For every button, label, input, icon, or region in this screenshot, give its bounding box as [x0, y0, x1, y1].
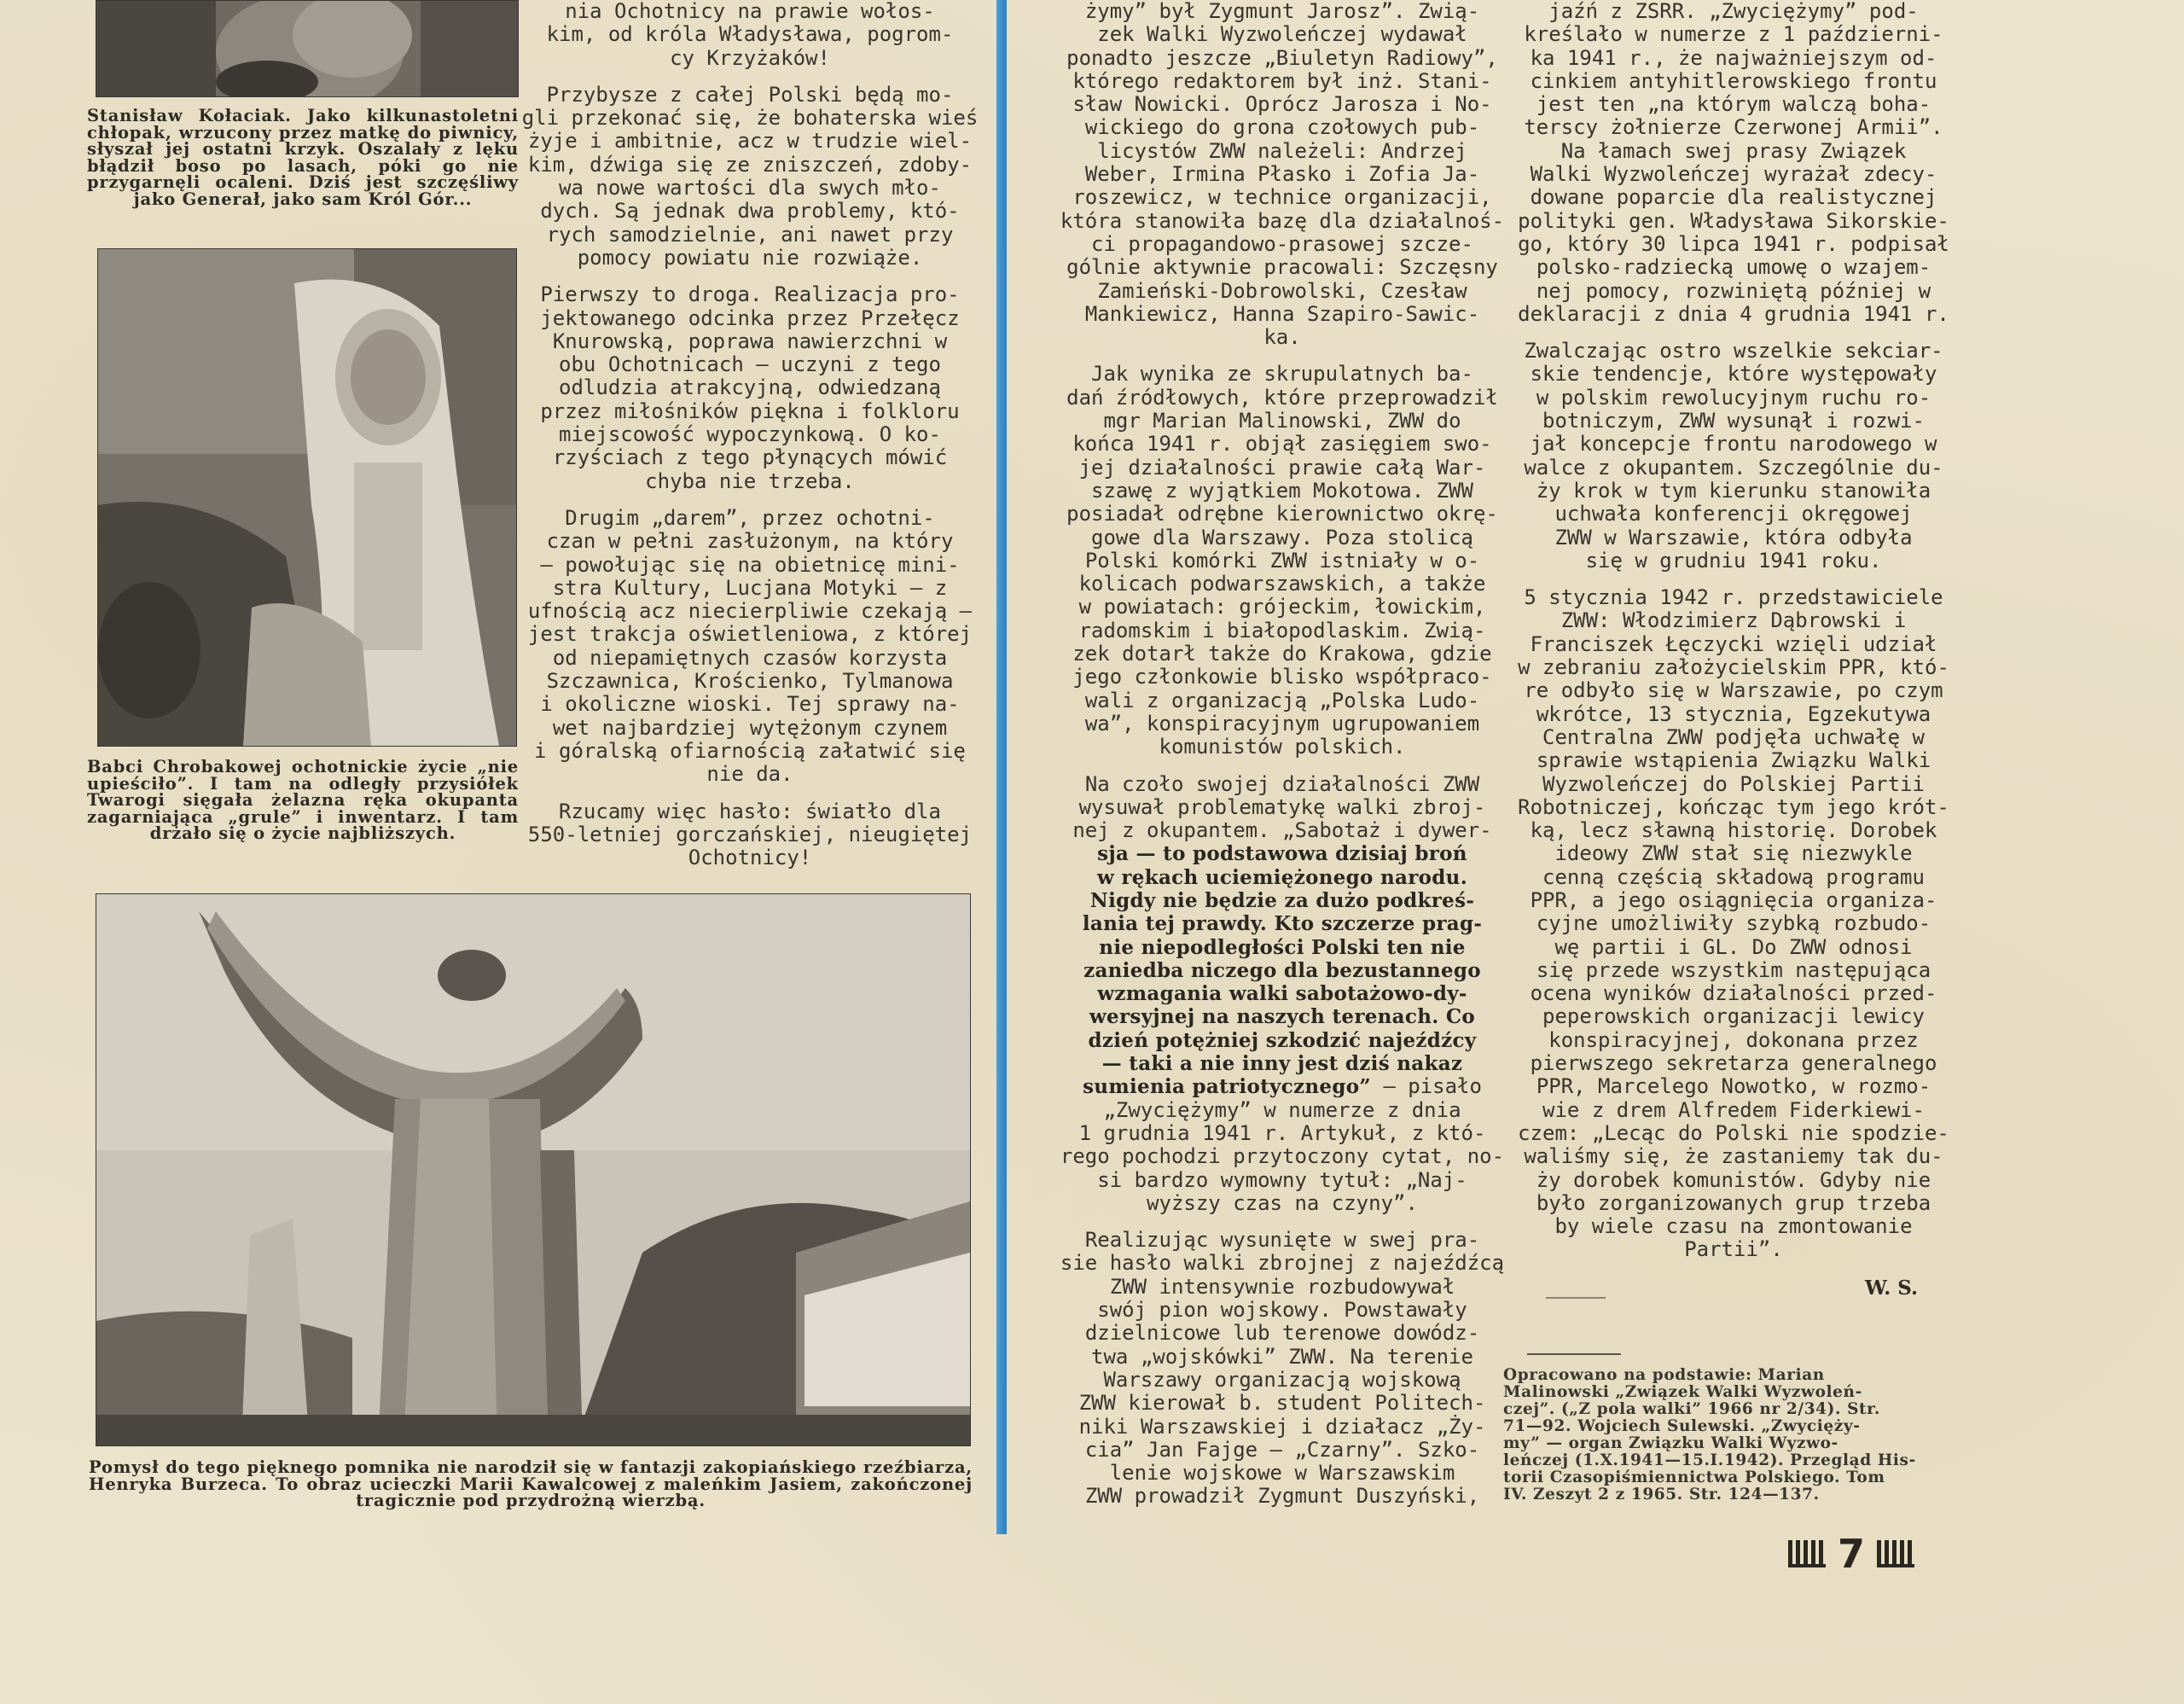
text-line: w rękach uciemiężonego narodu.	[1096, 865, 1468, 889]
text-line: wa”, konspiracyjnym ugrupowaniem	[1084, 711, 1480, 736]
text-line: uchwała konferencji okręgowej	[1554, 502, 1913, 526]
signature: W. S.	[1865, 1277, 1919, 1300]
text-line: ideowy ZWW stał się niezwykle	[1554, 841, 1913, 866]
text-line: Szczawnica, Krościenko, Tylmanowa	[546, 669, 954, 694]
paragraph	[519, 800, 981, 870]
text-line: lenie wojskowe w Warszawskim	[1109, 1461, 1455, 1486]
text-line: czem: „Lecąc do Polski nie spodzie-	[1518, 1120, 1949, 1145]
page-number: 7	[1838, 1531, 1866, 1577]
paragraph-gap	[1051, 1215, 1513, 1229]
text-line: wet najbardziej wytężonym czynem	[552, 715, 948, 740]
text-line: ZWW prowadził Zygmunt Duszyński,	[1084, 1484, 1480, 1509]
page-bars-left-icon	[1788, 1540, 1826, 1567]
text-line: dzielnicowe lub terenowe dowódz-	[1084, 1321, 1480, 1346]
text-line: skie tendencje, które występowały	[1530, 362, 1937, 387]
caption-pomnik: Pomysł do tego pięknego pomnika nie narodził się w fantazji zakopiańskiego rzeźbiarza, Henryka Burzeca. To obraz ucieczki Marii Kawalcowej z maleńkim Jasiem, zakończonej tragicznie pod przydrożną wierzbą.	[89, 1457, 973, 1510]
text-line: odludzia atrakcyjną, odwiedzaną	[559, 375, 941, 400]
text-line: która stanowiła bazę dla działalnoś-	[1060, 208, 1505, 233]
text-line: czan w pełni zasłużonym, na który	[546, 529, 954, 554]
text-line: PPR, Marcelego Nowotko, w rozmo-	[1536, 1074, 1931, 1099]
text-line: ży dorobek komunistów. Gdyby nie	[1536, 1167, 1931, 1192]
text-line: w powiatach: grójeckim, łowickim,	[1078, 595, 1486, 619]
text-line: stra Kultury, Lucjana Motyki — z	[552, 575, 948, 600]
text-line: Zamieński-Dobrowolski, Czesław	[1097, 278, 1467, 303]
text-line: ZWW: Włodzimierz Dąbrowski i	[1560, 608, 1907, 633]
text-line: i okoliczne wioski. Tej sprawy na-	[540, 692, 960, 717]
text-line: sja — to podstawowa dzisiaj broń	[1097, 842, 1467, 866]
text-line: wali z organizacją „Polska Ludo-	[1084, 688, 1480, 712]
text-line: leńczej (1.X.1941—15.I.1942). Przegląd His-	[1503, 1451, 1916, 1469]
photo-pomnik	[96, 893, 971, 1446]
text-line: Knurowską, poprawa nawierzchni w	[552, 329, 948, 353]
text-line: rych samodzielnie, ani nawet przy	[546, 222, 954, 247]
text-line: gólnie aktywnie pracowali: Szczęsny	[1066, 255, 1498, 280]
text-line: jał koncepcje frontu narodowego w	[1530, 432, 1937, 457]
text-line: Jak wynika ze skrupulatnych ba-	[1091, 362, 1473, 387]
text-line: ka 1941 r., że najważniejszym od-	[1530, 45, 1937, 70]
text-line: ZWW intensywnie rozbudowywał	[1109, 1274, 1455, 1299]
text-line: Polski komórki ZWW istniały w o-	[1084, 548, 1480, 573]
text-line: sie hasło walki zbrojnej z najeźdźcą	[1060, 1251, 1505, 1276]
text-line: Malinowski „Związek Walki Wyzwoleń-	[1503, 1383, 1862, 1401]
text-line: re odbyło się w Warszawie, po czym	[1524, 678, 1943, 703]
text-line: twa „wojskówki” ZWW. Na terenie	[1091, 1344, 1473, 1369]
text-line: Franciszek Łęczycki wzięli udział	[1530, 631, 1937, 656]
text-line: dych. Są jednak dwa problemy, któ-	[540, 199, 960, 224]
text-line: roszewicz, w technice organizacji,	[1072, 185, 1492, 210]
col3-body	[1517, 0, 1950, 1262]
column-1	[519, 0, 981, 869]
text-line: cy Krzyżaków!	[670, 45, 830, 70]
text-line: od niepamiętnych czasów korzysta	[552, 645, 948, 670]
text-line: Centralna ZWW podjęła uchwałę w	[1542, 724, 1925, 749]
text-line: ponadto jeszcze „Biuletyn Radiowy”,	[1066, 45, 1498, 70]
text-line: licystów ZWW należeli: Andrzej	[1097, 138, 1467, 163]
text-line: wę partii i GL. Do ZWW odnosi	[1554, 934, 1913, 959]
text-line: miejscowość wypoczynkową. O ko-	[559, 422, 941, 447]
text-line: w polskim rewolucyjnym ruchu ro-	[1536, 385, 1931, 410]
text-line: kolicach podwarszawskich, a także	[1078, 572, 1486, 596]
text-line: jaźń z ZSRR. „Zwyciężymy” pod-	[1548, 0, 1919, 23]
text-line: Robotniczej, kończąc tym jego krót-	[1518, 794, 1949, 819]
text-line: było zorganizowanych grup trzeba	[1536, 1190, 1931, 1215]
text-line: polityki gen. Władysława Sikorskie-	[1518, 208, 1949, 233]
text-line: Nigdy nie będzie za dużo podkreś-	[1089, 888, 1475, 912]
text-line: ci propagandowo-prasowej szcze-	[1091, 231, 1473, 256]
text-line: lania tej prawdy. Kto szczerze prag-	[1082, 912, 1483, 936]
text-line: ZWW w Warszawie, która odbyła	[1554, 525, 1913, 550]
text-line: 71—92. Wojciech Sulewski. „Zwycięży-	[1503, 1417, 1861, 1435]
bold-quote-end: sumienia patriotycznego”	[1083, 1075, 1371, 1099]
text-line: si bardzo wymowny tytuł: „Naj-	[1097, 1167, 1467, 1192]
photo-kolaciak	[96, 0, 519, 97]
text-line: sprawie wstąpienia Związku Walki	[1536, 748, 1931, 773]
text-line: jest ten „na którym walczą boha-	[1536, 92, 1931, 117]
text-line: niki Warszawskiej i działacz „Ży-	[1078, 1414, 1486, 1439]
page-number-block	[1788, 1531, 1914, 1577]
text-line: waliśmy się, że zastaniemy tak du-	[1524, 1144, 1943, 1169]
text-line: Mankiewicz, Hanna Szapiro-Sawic-	[1084, 301, 1480, 326]
text-line: konspiracyjnej, dokonana przez	[1548, 1027, 1919, 1052]
text-line: — powołując się na obietnicę mini-	[540, 552, 960, 577]
text-line: się przede wszystkim następująca	[1536, 957, 1931, 982]
text-line: polsko-radziecką umowę o wzajem-	[1536, 255, 1931, 280]
paragraph	[519, 283, 981, 493]
text-line: się w grudniu 1941 roku.	[1585, 548, 1882, 573]
text-line: zaniedba niczego dla bezustannego	[1083, 958, 1481, 982]
text-line: gli przekonać się, że bohaterska wieś	[521, 106, 979, 131]
column-3	[1517, 0, 1950, 1262]
text-line: Przybysze z całej Polski będą mo-	[546, 82, 954, 107]
text-line: botniczym, ZWW wysunął i rozwi-	[1542, 409, 1925, 433]
text-line: którego redaktorem był inż. Stani-	[1072, 68, 1492, 93]
text-line: ka.	[1263, 325, 1301, 350]
footnote	[1503, 1367, 1950, 1503]
text-line: wickiego do grona czołowych pub-	[1084, 115, 1480, 140]
text-line: 550-letniej gorczańskiej, nieugiętej	[527, 822, 973, 846]
text-line: ufnością acz niecierpliwie czekają —	[527, 599, 973, 624]
text-line: czej”. („Z pola walki” 1966 nr 2/34). Str.	[1503, 1400, 1880, 1418]
text-line: Opracowano na podstawie: Marian	[1503, 1366, 1825, 1384]
text-line: nej pomocy, rozwiniętą później w	[1536, 278, 1931, 303]
text-line: Rzucamy więc hasło: światło dla	[559, 799, 941, 823]
text-line: końca 1941 r. objął zasięgiem swo-	[1072, 432, 1492, 457]
paragraph	[519, 0, 981, 70]
text-line: „Zwyciężymy” w numerze z dnia	[1103, 1097, 1461, 1122]
paragraph-gap	[519, 270, 981, 283]
text-line	[1051, 1075, 1513, 1098]
text-line: cenną częścią składową programu	[1542, 864, 1925, 889]
photo-chrobakowa	[97, 248, 517, 747]
text-line: wyższy czas na czyny”.	[1147, 1190, 1418, 1215]
text-line: Partii”.	[1684, 1237, 1783, 1262]
text-line: zek dotarł także do Krakowa, gdzie	[1072, 642, 1492, 666]
column-2	[1051, 0, 1513, 1509]
blue-vertical-bar	[996, 0, 1007, 1534]
text-line: dzień potężniej szkodzić najeźdźcy	[1088, 1028, 1477, 1052]
text-line: jego członkowie blisko współpraco-	[1072, 665, 1492, 689]
text-line: Pierwszy to droga. Realizacja pro-	[540, 282, 960, 307]
text-line: ką, lecz sławną historię. Dorobek	[1530, 818, 1937, 843]
text-line: Na czoło swojej działalności ZWW	[1084, 771, 1480, 796]
text-line: obu Ochotnicach — uczyni z tego	[559, 352, 941, 377]
text-line: — taki a nie inny jest dziś nakaz	[1101, 1052, 1463, 1076]
text-line: walce z okupantem. Szczególnie du-	[1524, 455, 1943, 480]
text-line: wersyjnej na naszych terenach. Co	[1089, 1005, 1476, 1029]
text-line: żyje i ambitnie, acz w trudzie wiel-	[527, 129, 973, 154]
footnote-rule	[1527, 1353, 1621, 1355]
text-line: dowane poparcie dla realistycznej	[1530, 185, 1937, 210]
text-line: Warszawy organizacją wojskową	[1103, 1367, 1461, 1392]
text-line: cia” Jan Fajge — „Czarny”. Szko-	[1084, 1437, 1480, 1462]
text-line: kim, dźwiga się ze zniszczeń, zdoby-	[527, 152, 973, 177]
text-line: dań źródłowych, które przeprowadził	[1066, 385, 1498, 410]
text-line: pomocy powiatu nie rozwiąże.	[577, 245, 923, 270]
text-line: nia Ochotnicy na prawie wołos-	[565, 0, 935, 23]
text-line: ocena wyników działalności przed-	[1530, 981, 1937, 1006]
text-line: Drugim „darem”, przez ochotni-	[565, 505, 935, 530]
text-line: Realizując wysunięte w swej pra-	[1084, 1228, 1480, 1253]
text-line: kreślało w numerze z 1 październi-	[1524, 22, 1943, 47]
text-line: swój pion wojskowy. Powstawały	[1097, 1298, 1467, 1323]
paragraph	[519, 84, 981, 270]
text-line: wie z drem Alfredem Fiderkiewi-	[1542, 1097, 1925, 1122]
text-line: sław Nowicki. Oprócz Jarosza i No-	[1072, 92, 1492, 117]
text-line: deklaracji z dnia 4 grudnia 1941 r.	[1518, 301, 1949, 326]
text-line: nie da.	[706, 762, 793, 787]
text-line: rzyściach z tego płynących mówić	[552, 445, 948, 470]
paragraph-gap	[1051, 759, 1513, 773]
text-line: gowe dla Warszawy. Poza stolicą	[1091, 525, 1473, 550]
text-line: komunistów polskich.	[1159, 735, 1406, 759]
paragraph-gap	[519, 787, 981, 800]
text-line: Ochotnicy!	[688, 846, 812, 870]
text-line: nej z okupantem. „Sabotaż i dywer-	[1072, 818, 1492, 843]
text-line: mgr Marian Malinowski, ZWW do	[1103, 409, 1461, 433]
text-line: kim, od króla Władysława, pogrom-	[546, 22, 954, 47]
text-line: jest trakcja oświetleniowa, z której	[527, 622, 973, 647]
text-line: jektowanego odcinka przez Przełęcz	[540, 305, 960, 330]
text-line: PPR, a jego osiągnięcia organiza-	[1530, 887, 1937, 912]
text-line: Zwalczając ostro wszelkie sekciar-	[1524, 339, 1943, 363]
caption-kolaciak: Stanisław Kołaciak. Jako kilkunastoletni chłopak, wrzucony przez matkę do piwnicy, słyszał jej ostatni krzyk. Oszalały z lęku błądził boso po lasach, póki go nie przygarnęli ocaleni. Dziś jest szczęśliwy jako Generał, jako sam Król Gór...	[87, 106, 519, 209]
text-line: jej działalności prawie całą War-	[1078, 455, 1486, 480]
text-line: torii Czasopiśmiennictwa Polskiego. Tom	[1503, 1468, 1885, 1486]
paragraph-gap	[1517, 326, 1950, 340]
text-line: zek Walki Wyzwoleńczej wydawał	[1097, 22, 1467, 47]
text-line: wzmagania walki sabotażowo-dy-	[1097, 982, 1467, 1006]
text-line: rego pochodzi przytoczony cytat, no-	[1060, 1144, 1505, 1169]
paragraph-gap	[1517, 573, 1950, 586]
text-line: przez miłośników piękna i folkloru	[540, 398, 960, 423]
text-line: w zebraniu założycielskim PPR, któ-	[1518, 655, 1949, 680]
text-line: my” — organ Związku Walki Wyzwo-	[1503, 1434, 1838, 1452]
text-line: pierwszego sekretarza generalnego	[1530, 1051, 1937, 1076]
col2-body	[1051, 0, 1513, 1509]
text-line: radomskim i białopodlaskim. Zwią-	[1078, 618, 1486, 643]
text-line: cyjne umożliwiły szybką rozbudo-	[1536, 911, 1931, 936]
text-line: go, który 30 lipca 1941 r. podpisał	[1518, 231, 1949, 256]
text-line: Weber, Irmina Płasko i Zofia Ja-	[1084, 162, 1480, 187]
text-line: nie niepodległości Polski ten nie	[1099, 935, 1466, 959]
text-line: Na łamach swej prasy Związek	[1560, 138, 1907, 163]
text-line: wa nowe wartości dla swych mło-	[559, 176, 941, 201]
text-line: posiadał odrębne kierownictwo okrę-	[1066, 502, 1498, 526]
text-line: 5 stycznia 1942 r. przedstawiciele	[1524, 585, 1943, 610]
signature-mark-left	[1546, 1297, 1606, 1299]
quote-attribution: — pisało	[1370, 1074, 1482, 1099]
text-line: Walki Wyzwoleńczej wyrażał zdecy-	[1530, 162, 1937, 187]
text-line: żymy” był Zygmunt Jarosz”. Zwią-	[1084, 0, 1480, 23]
text-line: 1 grudnia 1941 r. Artykuł, z któ-	[1078, 1120, 1486, 1145]
text-line: Wyzwoleńczej do Polskiej Partii	[1542, 771, 1925, 796]
col1-body	[519, 0, 981, 869]
text-line: wysuwał problematykę walki zbroj-	[1078, 794, 1486, 819]
text-line: cinkiem antyhitlerowskiego frontu	[1530, 68, 1937, 93]
paragraph-gap	[519, 70, 981, 84]
text-line: IV. Zeszyt 2 z 1965. Str. 124—137.	[1503, 1486, 1820, 1503]
caption-chrobakowa: Babci Chrobakowej ochotnickie życie „nie upieściło”. I tam na odległy przysiółek Twarogi sięgała żelazna ręka okupanta zagarniająca „grule” i inwentarz. I tam drżało się o życie najbliższych.	[87, 757, 519, 843]
text-line: terscy żołnierze Czerwonej Armii”.	[1524, 115, 1943, 140]
text-line: ży krok w tym kierunku stanowiła	[1536, 478, 1931, 503]
text-line: peperowskich organizacji lewicy	[1542, 1004, 1925, 1029]
text-line: i góralską ofiarnością załatwić się	[534, 738, 966, 763]
text-line: by wiele czasu na zmontowanie	[1554, 1214, 1913, 1239]
text-line: szawę z wyjątkiem Mokotowa. ZWW	[1091, 478, 1473, 503]
paragraph-gap	[1051, 349, 1513, 363]
paragraph	[519, 507, 981, 787]
text-line: ZWW kierował b. student Politech-	[1078, 1391, 1486, 1416]
paragraph-gap	[519, 493, 981, 507]
text-line: chyba nie trzeba.	[645, 468, 855, 493]
page-bars-right-icon	[1877, 1540, 1914, 1567]
text-line: wkrótce, 13 stycznia, Egzekutywa	[1536, 701, 1931, 726]
